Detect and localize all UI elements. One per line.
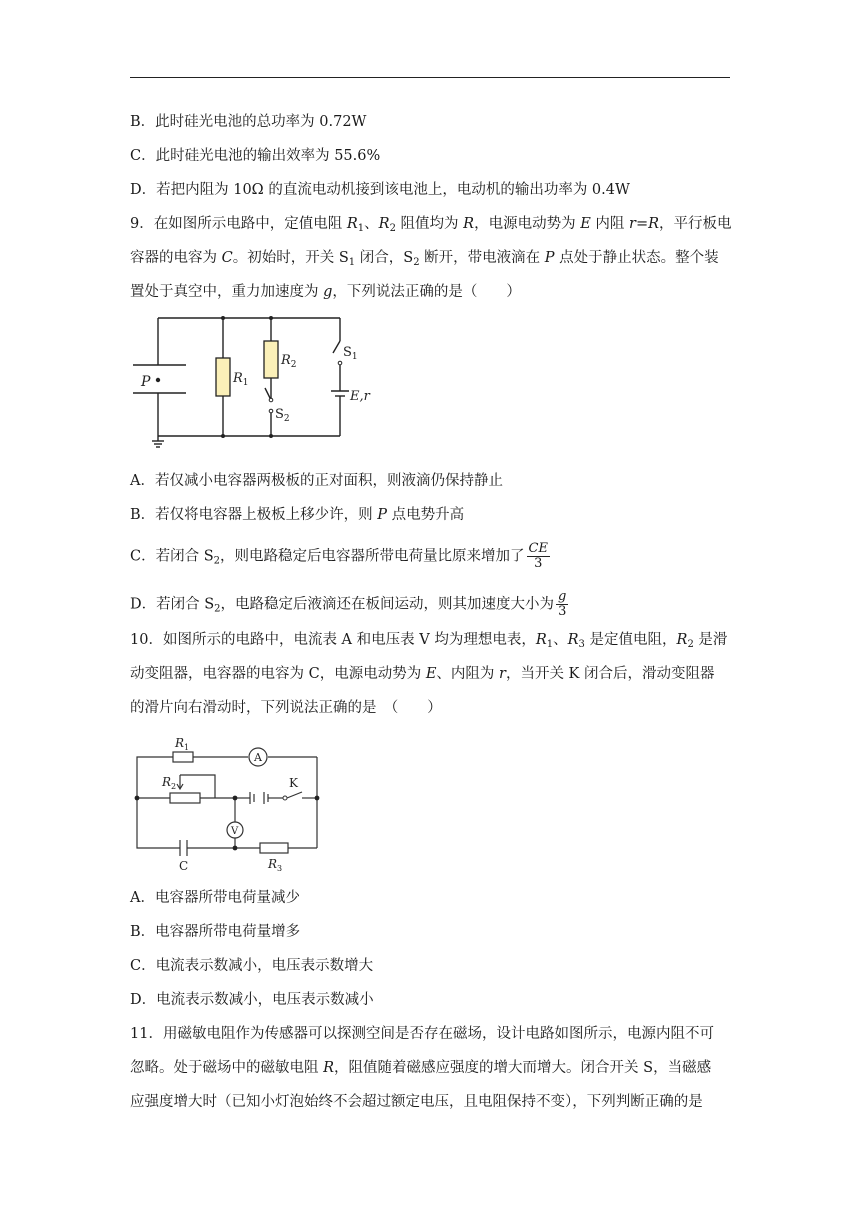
q9-circuit-diagram (128, 308, 378, 448)
q10-label-r2: $R_2$ (162, 775, 177, 791)
q9-r1-resistor (216, 358, 230, 396)
q10-label-k: K (289, 776, 298, 790)
q9-option-b: B．若仅将电容器上极板上移少许，则 P 点电势升高 (130, 507, 465, 523)
q10-option-d: D．电流表示数减小，电压表示数减小 (130, 992, 374, 1008)
q11-stem-line3: 应强度增大时（已知小灯泡始终不会超过额定电压，且电阻保持不变），下列判断正确的是 (130, 1094, 703, 1110)
q9-label-r1: $R_1$ (233, 371, 249, 388)
q10-option-c: C．电流表示数减小，电压表示数增大 (130, 958, 374, 974)
q9-stem-line1: 9．在如图所示电路中，定值电阻 $R_1$、$R_2$ 阻值均为 R，电源电动势为 E 内阻 r=R，平行板电 (130, 216, 732, 234)
q9-option-d: D．若闭合 $S_2$，电路稳定后液滴还在板间运动，则其加速度大小为 $\frac{g}{3}$ (130, 589, 567, 619)
q10-r2-rheostat (170, 793, 200, 803)
q9-option-c: C．若闭合 $S_2$，则电路稳定后电容器所带电荷量比原来增加了 $\frac{CE}{3}$ (130, 541, 548, 571)
q10-label-v: V (231, 826, 239, 837)
q10-label-a: A (254, 751, 262, 764)
q10-option-a: A．电容器所带电荷量减少 (130, 890, 300, 906)
q8-option-b: B．此时硅光电池的总功率为 0.72W (130, 114, 367, 130)
q9-label-er: E,r (350, 389, 370, 404)
q10-circuit-diagram (128, 730, 338, 878)
q8-option-d: D．若把内阻为 10Ω 的直流电动机接到该电池上，电动机的输出功率为 0.4W (130, 182, 630, 198)
q10-stem-line1: 10．如图所示的电路中，电流表 A 和电压表 V 均为理想电表，$R_1$、$R_3$ 是定值电阻，$R_2$ 是滑 (130, 632, 728, 650)
q9-label-r2: $R_2$ (281, 353, 297, 370)
q8-option-c: C．此时硅光电池的输出效率为 55.6% (130, 148, 381, 164)
q10-label-r3: $R_3$ (268, 857, 283, 873)
q9-label-p: P (141, 374, 151, 390)
q10-label-c: C (179, 859, 189, 873)
q11-stem-line2: 忽略。处于磁场中的磁敏电阻 R，阻值随着磁感应强度的增大而增大。闭合开关 S，当磁感 (130, 1060, 712, 1076)
q9-droplet-point (156, 378, 160, 382)
q10-stem-line3: 的滑片向右滑动时，下列说法正确的是 （ ） (130, 700, 442, 716)
q10-r1-resistor (173, 752, 193, 762)
q9-fraction-ce-3: $\frac{CE}{3}$ (528, 541, 548, 571)
q10-r3-resistor (260, 843, 288, 853)
q10-label-r1: $R_1$ (175, 736, 190, 752)
header-rule (130, 77, 730, 78)
q11-stem-line1: 11．用磁敏电阻作为传感器可以探测空间是否存在磁场，设计电路如图所示，电源内阻不可 (130, 1026, 714, 1042)
q9-label-s2: $S_2$ (275, 407, 290, 424)
q10-option-b: B．电容器所带电荷量增多 (130, 924, 301, 940)
q9-fraction-g-3: $\frac{g}{3}$ (558, 589, 567, 619)
q9-stem-line3: 置处于真空中，重力加速度为 g，下列说法正确的是（ ） (130, 284, 521, 300)
q9-label-s1: $S_1$ (343, 345, 358, 362)
q10-stem-line2: 动变阻器，电容器的电容为 C，电源电动势为 E、内阻为 r，当开关 K 闭合后，滑动变阻器 (130, 666, 715, 682)
q9-stem-line2: 容器的电容为 C。初始时，开关 $S_1$ 闭合，$S_2$ 断开，带电液滴在 P 点处于静止状态。整个装 (130, 250, 719, 268)
q9-r2-resistor (264, 341, 278, 378)
q9-option-a: A．若仅减小电容器两极板的正对面积，则液滴仍保持静止 (130, 473, 503, 489)
